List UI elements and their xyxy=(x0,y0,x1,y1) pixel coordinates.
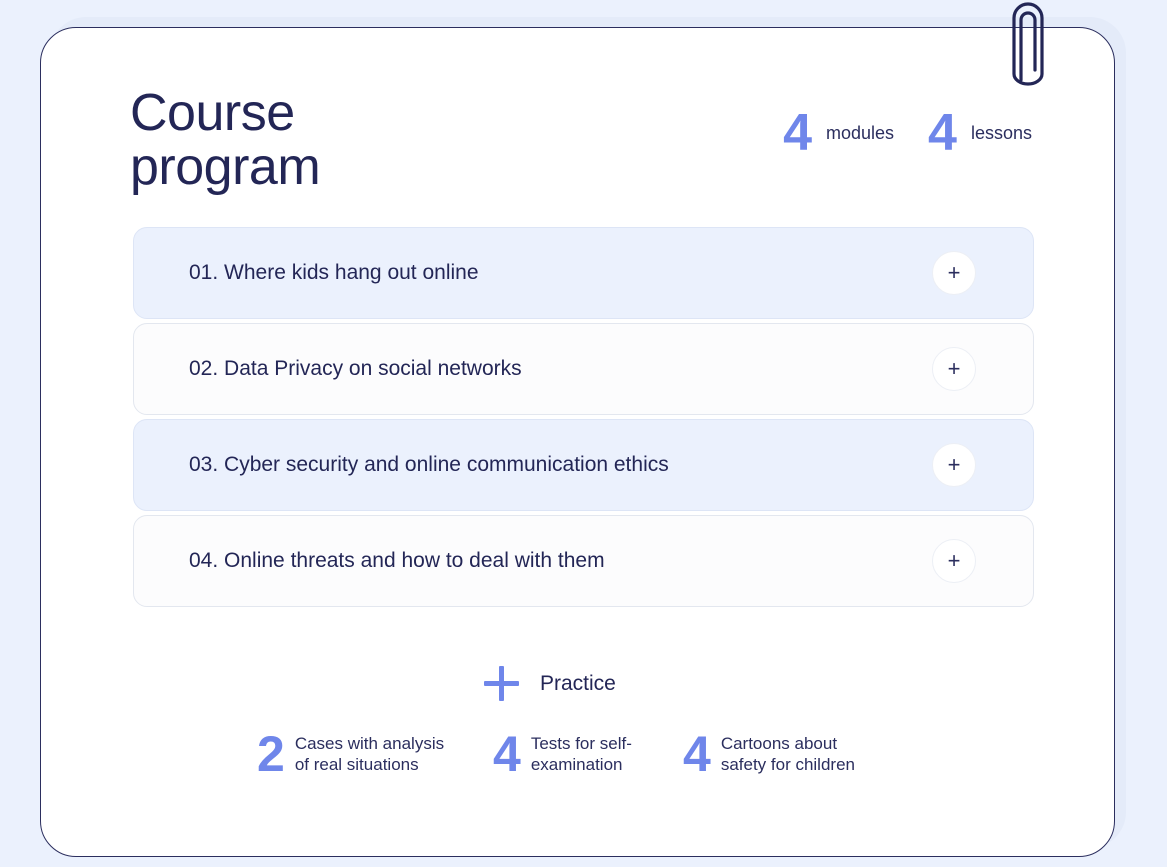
stat-label: lessons xyxy=(970,122,1032,143)
plus-icon xyxy=(484,666,519,701)
practice-stat-cartoons xyxy=(683,727,855,781)
module-list xyxy=(133,227,1034,611)
practice-heading xyxy=(484,666,616,701)
module-title: 02. Data Privacy on social networks xyxy=(189,357,522,380)
stat-number: 4 xyxy=(493,726,521,782)
title-line-1: Course xyxy=(130,84,295,142)
module-item-3[interactable] xyxy=(133,419,1034,511)
module-title: 03. Cyber security and online communication ethics xyxy=(189,453,669,476)
module-item-2[interactable] xyxy=(133,323,1034,415)
stat-number: 4 xyxy=(683,726,711,782)
module-item-1[interactable] xyxy=(133,227,1034,319)
stat-label: Cases with analysis of real situations xyxy=(294,734,445,774)
expand-button[interactable]: + xyxy=(932,539,976,583)
paperclip-icon xyxy=(1005,0,1051,90)
stat-label: modules xyxy=(826,122,895,143)
module-title: 01. Where kids hang out online xyxy=(189,261,479,284)
stat-number: 4 xyxy=(928,104,957,162)
stat-label: Cartoons about safety for children xyxy=(720,734,855,774)
course-stats xyxy=(783,104,1032,162)
page-title xyxy=(130,86,320,194)
practice-label: Practice xyxy=(540,671,616,695)
stat-number: 2 xyxy=(257,726,285,782)
expand-button[interactable]: + xyxy=(932,443,976,487)
practice-stat-cases xyxy=(257,727,444,781)
expand-button[interactable]: + xyxy=(932,251,976,295)
stat-label: Tests for self- examination xyxy=(530,734,632,774)
title-line-2: program xyxy=(130,138,321,196)
stat-lessons xyxy=(928,104,1032,162)
stat-modules xyxy=(783,104,894,162)
expand-button[interactable]: + xyxy=(932,347,976,391)
stat-number: 4 xyxy=(783,104,812,162)
practice-stat-tests xyxy=(493,727,632,781)
module-item-4[interactable] xyxy=(133,515,1034,607)
module-title: 04. Online threats and how to deal with them xyxy=(189,549,605,572)
